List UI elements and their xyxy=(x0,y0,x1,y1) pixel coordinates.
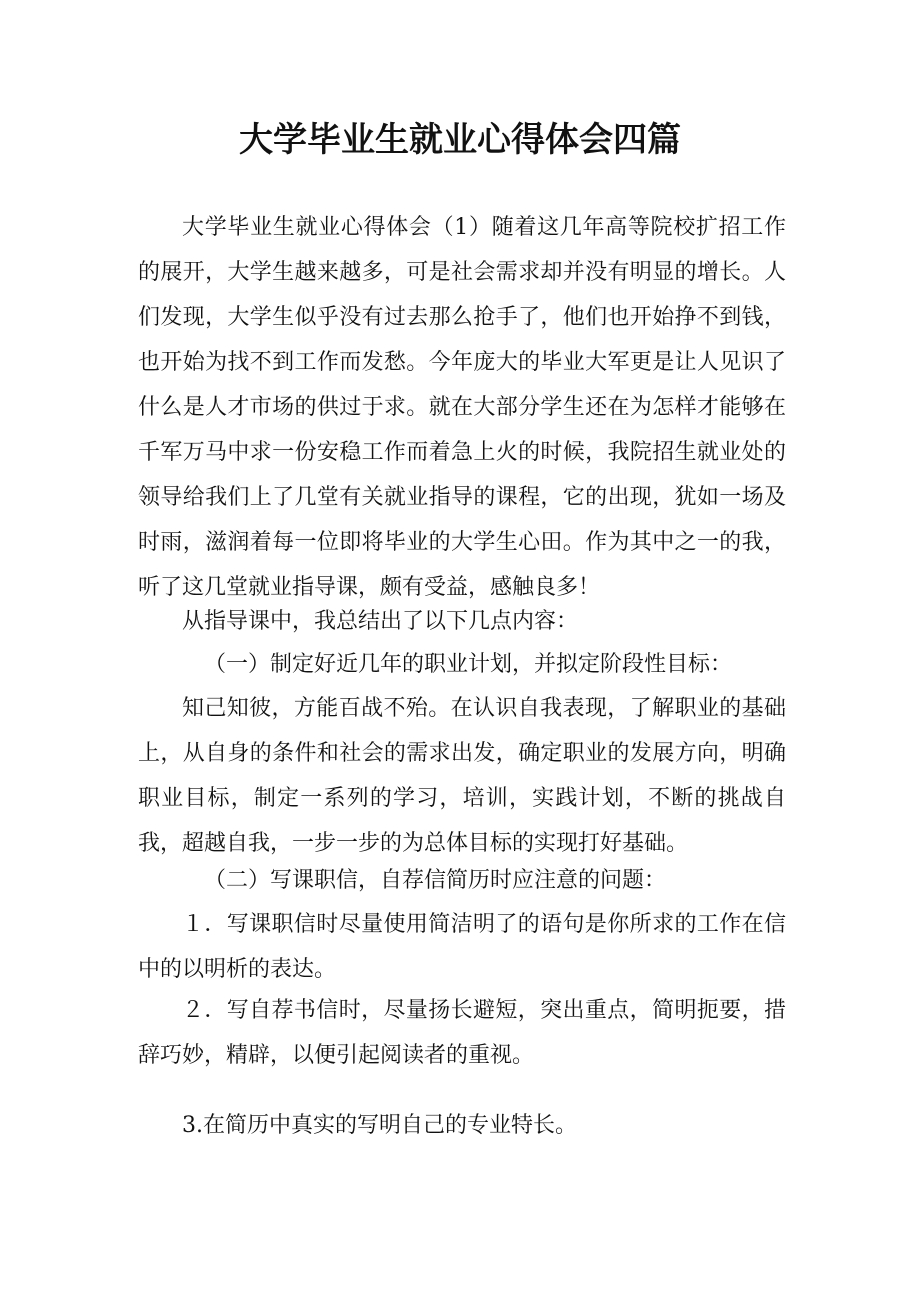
list-item-two: ２．写自荐书信时，尽量扬长避短，突出重点，简明扼要，措辞巧妙，精辟，以便引起阅读者的重视。 xyxy=(138,998,786,1068)
list-item-one: １．写课职信时尽量使用简洁明了的语句是你所求的工作在信中的以明析的表达。 xyxy=(138,912,786,982)
list-item-three: 3.在简历中真实的写明自己的专业特长。 xyxy=(182,1113,577,1138)
paragraph-summary-lead: 从指导课中，我总结出了以下几点内容： xyxy=(182,609,579,634)
section-heading-one: （一）制定好近几年的职业计划，并拟定阶段性目标： xyxy=(204,652,733,677)
document-title: 大学毕业生就业心得体会四篇 xyxy=(239,120,681,160)
paragraph-career-plan: 知己知彼，方能百战不殆。在认识自我表现，了解职业的基础上，从自身的条件和社会的需求出发，确定职业的发展方向，明确职业目标，制定一系列的学习，培训，实践计划，不断的挑战自我，超越自我，一步一步的为总体目标的实现打好基础。 xyxy=(138,696,786,856)
paragraph-intro: 大学毕业生就业心得体会（1）随着这几年高等院校扩招工作的展开，大学生越来越多，可是社会需求却并没有明显的增长。人们发现，大学生似乎没有过去那么抢手了，他们也开始挣不到钱，也开始为找不到工作而发愁。今年庞大的毕业大军更是让人见识了什么是人才市场的供过于求。就在大部分学生还在为怎样才能够在千军万马中求一份安稳工作而着急上火的时候，我院招生就业处的领导给我们上了几堂有关就业指导的课程，它的出现，犹如一场及时雨，滋润着每一位即将毕业的大学生心田。作为其中之一的我，听了这几堂就业指导课，颇有受益，感触良多！ xyxy=(138,215,786,600)
section-heading-two: （二）写课职信，自荐信简历时应注意的问题： xyxy=(204,868,667,893)
